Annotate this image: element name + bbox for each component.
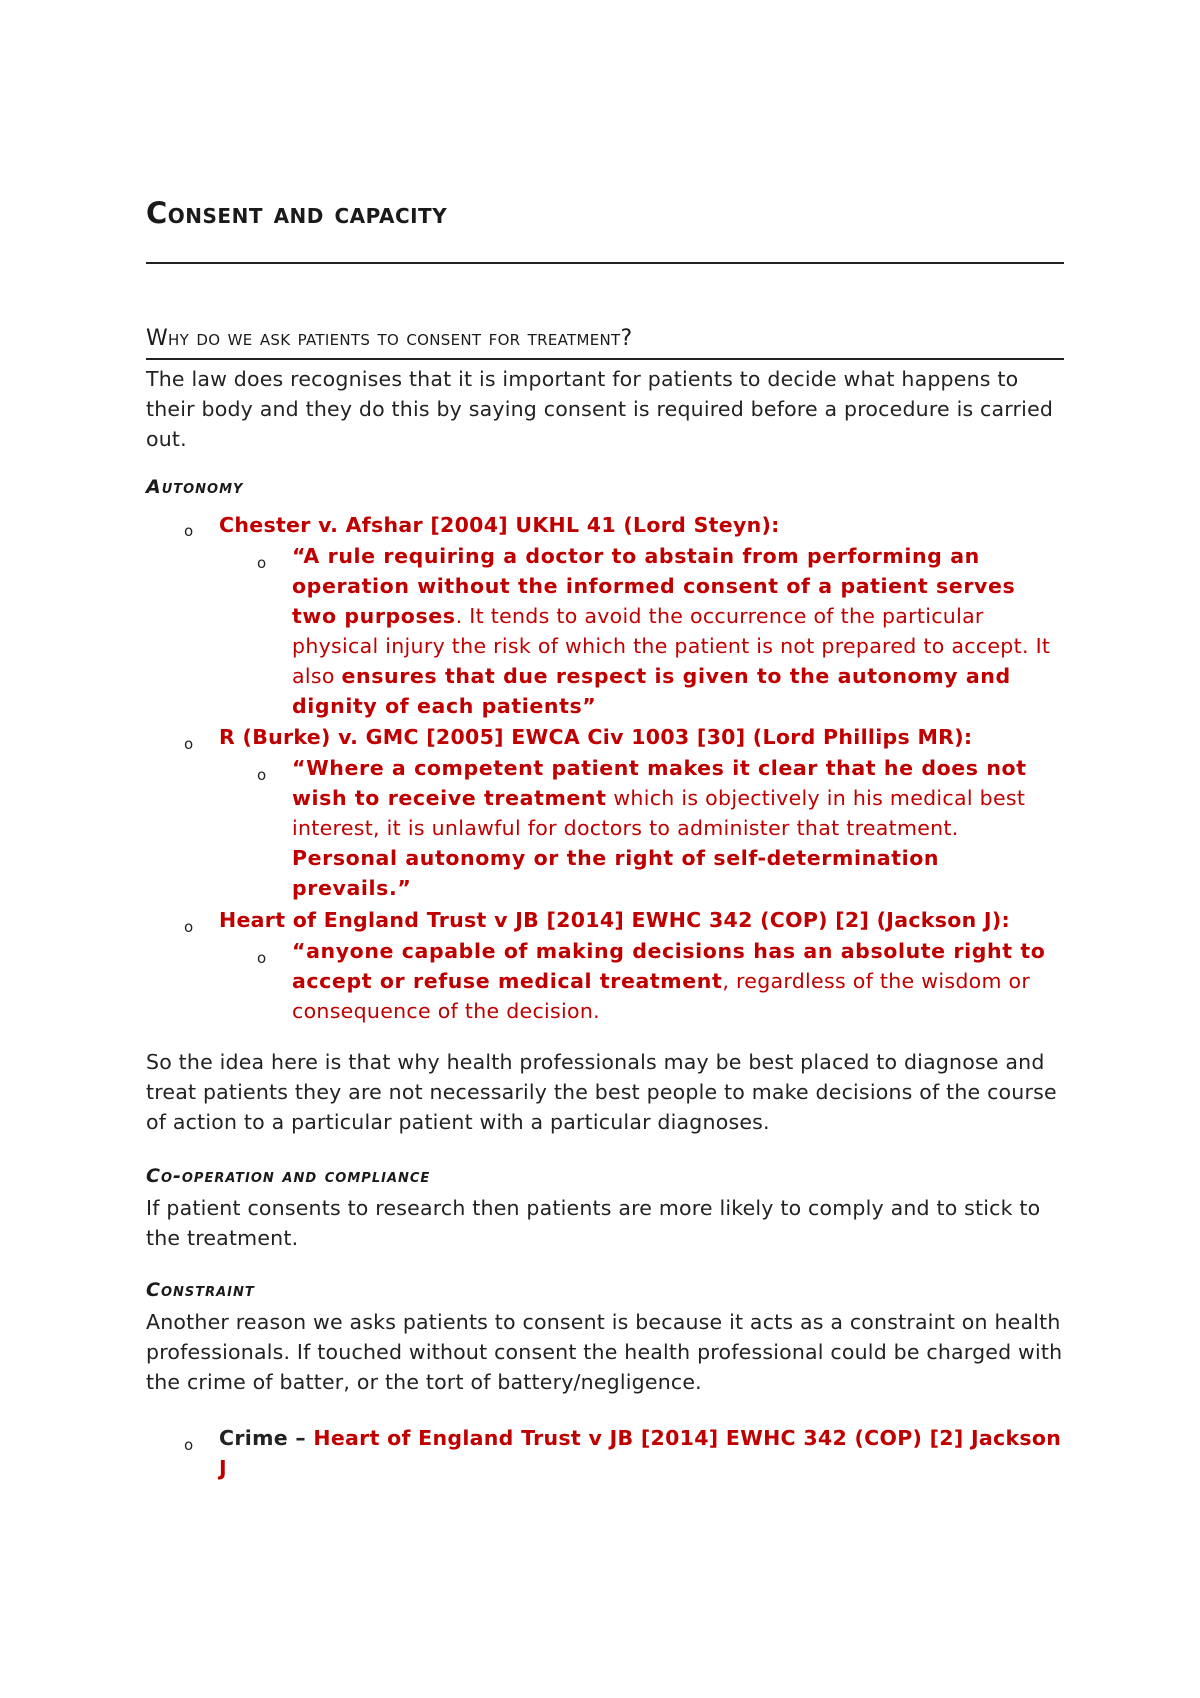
quote-chester-bold-2: ensures that due respect is given to the autonomy and dignity of each patients”: [292, 664, 1011, 718]
constraint-heading: Constraint: [146, 1279, 255, 1301]
cooperation-text: If patient consents to research then patients are more likely to comply and to stick to the treatment.: [146, 1196, 1041, 1250]
quote-hoe-plain: , regardless of the wisdom or consequence of the decision.: [292, 969, 1031, 1023]
bullet-icon: o: [184, 735, 194, 753]
autonomy-summary: So the idea here is that why health professionals may be best placed to diagnose and treat patients they are not necessarily the best people to make decisions of the course of action to a particular patient with a particular diagnoses.: [146, 1050, 1057, 1134]
autonomy-heading: Autonomy: [146, 476, 244, 498]
bullet-icon: o: [184, 918, 194, 936]
title-divider: [146, 262, 1064, 264]
quote-burke-bold-1: “Where a competent patient makes it clear that he does not wish to receive treatment: [292, 756, 1027, 810]
quote-chester-bold-1: “A rule requiring a doctor to abstain from performing an operation without the informed consent of a patient serves two purposes: [292, 544, 1016, 628]
sub-bullet-icon: o: [257, 554, 267, 572]
page-title: Consent and capacity: [146, 196, 448, 230]
crime-case-citation: Heart of England Trust v JB [2014] EWHC 342 (COP) [2] Jackson J: [219, 1426, 1062, 1480]
quote-chester-plain: . It tends to avoid the occurrence of the particular physical injury the risk of which the patient is not prepared to accept. It also: [292, 604, 1051, 688]
cooperation-heading: Co-operation and compliance: [146, 1165, 431, 1187]
quote-burke-plain: which is objectively in his medical best interest, it is unlawful for doctors to administer that treatment.: [292, 786, 1026, 840]
quote-chester: [292, 541, 1064, 721]
quote-burke: [292, 753, 1064, 903]
case-citation-burke: R (Burke) v. GMC [2005] EWCA Civ 1003 [30] (Lord Phillips MR):: [219, 725, 973, 749]
section-heading: Why do we ask patients to consent for treatment?: [146, 326, 633, 351]
bullet-icon: o: [184, 1436, 194, 1454]
sub-bullet-icon: o: [257, 766, 267, 784]
case-citation-heart-of-england: Heart of England Trust v JB [2014] EWHC 342 (COP) [2] (Jackson J):: [219, 908, 1011, 932]
case-citation-chester: Chester v. Afshar [2004] UKHL 41 (Lord Steyn):: [219, 513, 780, 537]
constraint-text: Another reason we asks patients to consent is because it acts as a constraint on health professionals. If touched without consent the health professional could be charged with the crime of batter, or the tort of battery/negligence.: [146, 1310, 1063, 1394]
sub-bullet-icon: o: [257, 949, 267, 967]
crime-label: Crime –: [219, 1426, 314, 1450]
bullet-icon: o: [184, 522, 194, 540]
quote-burke-bold-2: Personal autonomy or the right of self-determination prevails.”: [292, 846, 940, 900]
section-divider: [146, 358, 1064, 360]
intro-paragraph: The law does recognises that it is important for patients to decide what happens to their body and they do this by saying consent is required before a procedure is carried out.: [146, 367, 1054, 451]
quote-hoe-bold-1: “anyone capable of making decisions has an absolute right to accept or refuse medical treatment: [292, 939, 1046, 993]
crime-item: [219, 1423, 1064, 1483]
quote-heart-of-england: [292, 936, 1064, 1026]
